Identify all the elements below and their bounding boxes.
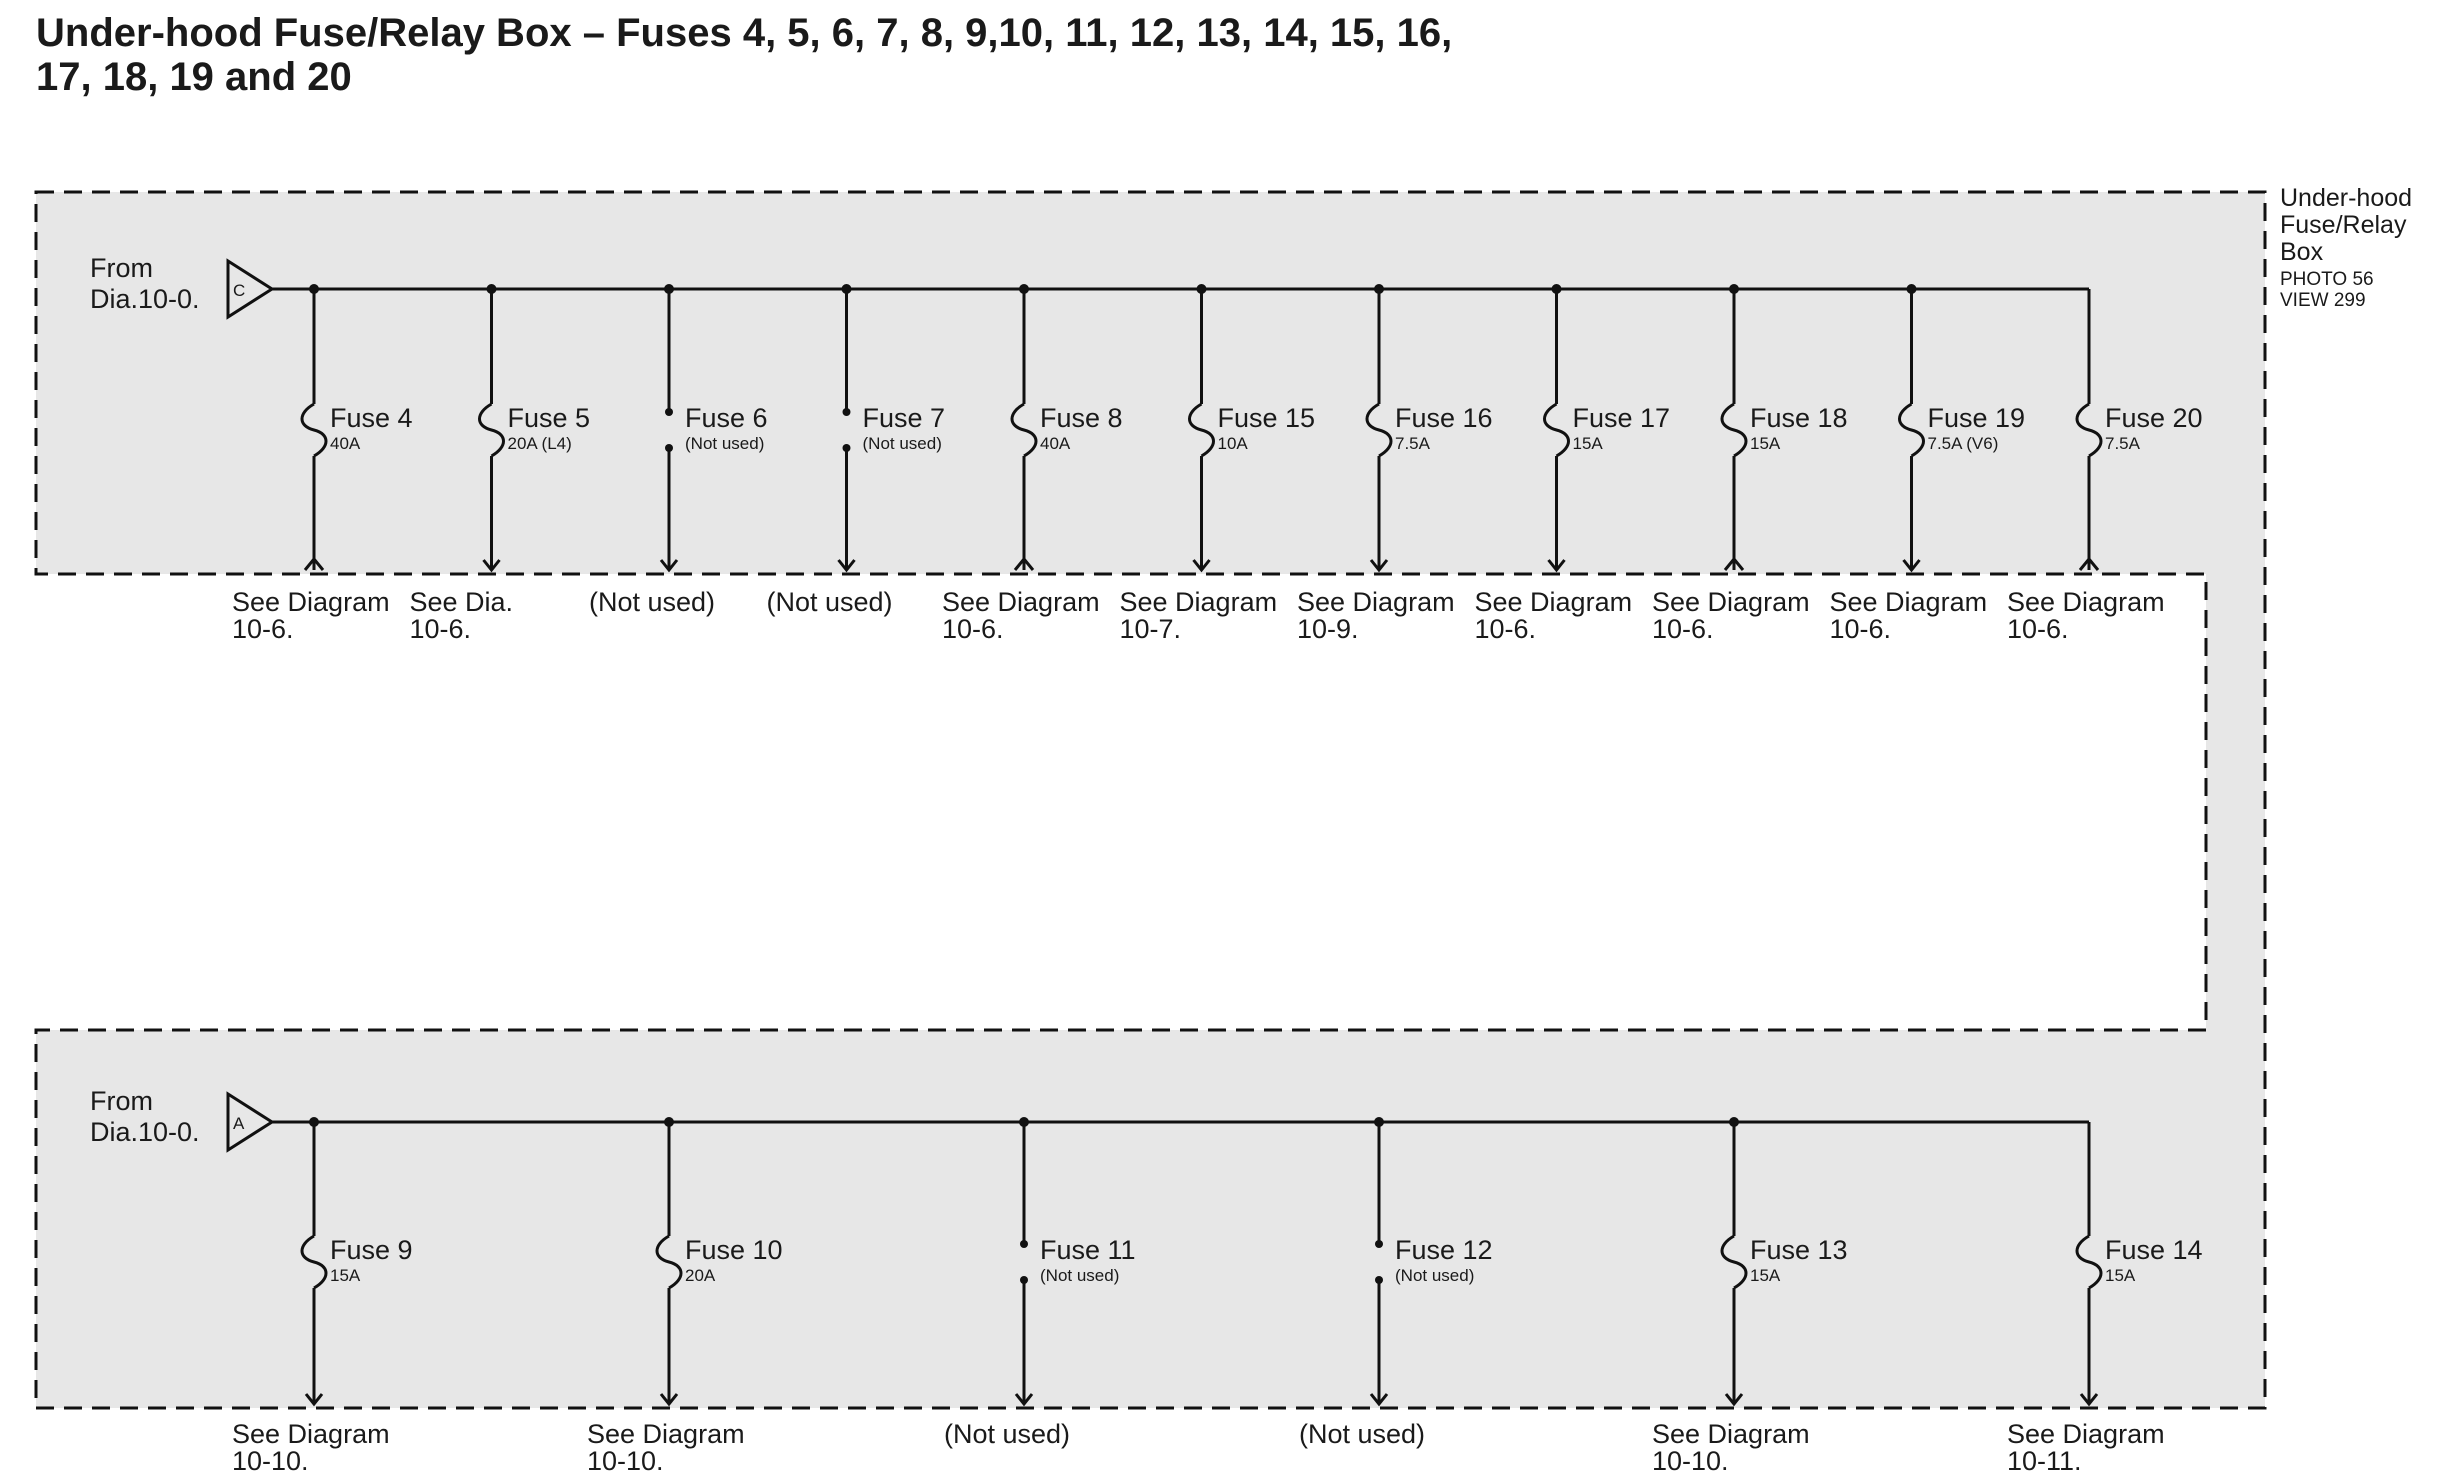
fuse-name: Fuse 6 xyxy=(685,403,768,433)
fuse-rating: (Not used) xyxy=(685,434,765,453)
fuse-name: Fuse 13 xyxy=(1750,1235,1848,1265)
destination-label: See Diagram xyxy=(1119,587,1278,617)
page-title-line-1: Under-hood Fuse/Relay Box – Fuses 4, 5, 6, 7, 8, 9,10, 11, 12, 13, 14, 15, 16, xyxy=(36,11,1453,55)
open-terminal xyxy=(665,408,673,416)
component-name-line-3: Box xyxy=(2280,238,2324,266)
fuse-rating: 7.5A xyxy=(2105,434,2140,453)
fuse-rating: 40A xyxy=(1040,434,1071,453)
fuse-name: Fuse 8 xyxy=(1040,403,1123,433)
destination-label: See Diagram xyxy=(587,1419,745,1449)
destination-label: 10-11. xyxy=(2007,1446,2082,1476)
destination-label: (Not used) xyxy=(944,1419,1071,1449)
open-terminal xyxy=(1375,1240,1383,1248)
open-terminal xyxy=(1020,1240,1028,1248)
fuse-rating: 10A xyxy=(1217,434,1248,453)
destination-label: (Not used) xyxy=(1299,1419,1426,1449)
destination-label: See Diagram xyxy=(1297,587,1455,617)
fuse-name: Fuse 5 xyxy=(507,403,591,433)
fuse-name: Fuse 4 xyxy=(330,403,413,433)
fuse-rating: 15A xyxy=(1750,434,1781,453)
destination-label: 10-6. xyxy=(232,614,294,644)
page-title-line-2: 17, 18, 19 and 20 xyxy=(36,55,352,99)
destination-label: 10-10. xyxy=(232,1446,309,1476)
component-view-ref: VIEW 299 xyxy=(2280,290,2366,311)
source-label: Dia.10-0. xyxy=(90,284,200,314)
destination-label: See Diagram xyxy=(2007,1419,2165,1449)
source-label: From xyxy=(90,253,153,283)
source-label: From xyxy=(90,1086,153,1116)
destination-label: 10-6. xyxy=(1829,614,1892,644)
open-terminal xyxy=(843,408,851,416)
destination-label: 10-6. xyxy=(942,614,1004,644)
destination-label: 10-6. xyxy=(1474,614,1537,644)
destination-label: See Diagram xyxy=(2007,587,2165,617)
destination-label: 10-10. xyxy=(1652,1446,1729,1476)
fuse-rating: 20A xyxy=(685,1266,716,1285)
destination-label: See Diagram xyxy=(1829,587,1988,617)
connector-letter: A xyxy=(233,1114,245,1133)
fuse-name: Fuse 19 xyxy=(1927,403,2026,433)
destination-label: 10-6. xyxy=(1652,614,1714,644)
source-label: Dia.10-0. xyxy=(90,1117,200,1147)
component-name-line-1: Under-hood xyxy=(2280,184,2413,212)
fuse-rating: 15A xyxy=(330,1266,361,1285)
destination-label: See Diagram xyxy=(1652,1419,1810,1449)
fuse-name: Fuse 17 xyxy=(1572,403,1671,433)
fuse-name: Fuse 11 xyxy=(1040,1235,1136,1265)
fuse-rating: 15A xyxy=(2105,1266,2136,1285)
destination-label: See Diagram xyxy=(1652,587,1810,617)
fuse-relay-box-outline xyxy=(36,192,2265,1408)
fuse-rating: 15A xyxy=(1572,434,1603,453)
destination-label: See Diagram xyxy=(232,587,390,617)
destination-label: See Diagram xyxy=(232,1419,390,1449)
fuse-rating: 7.5A xyxy=(1395,434,1430,453)
destination-label: See Diagram xyxy=(942,587,1100,617)
destination-label: (Not used) xyxy=(766,587,893,617)
fuse-rating: (Not used) xyxy=(1395,1266,1475,1285)
fuse-name: Fuse 15 xyxy=(1217,403,1316,433)
component-photo-ref: PHOTO 56 xyxy=(2280,269,2374,290)
component-name-line-2: Fuse/Relay xyxy=(2280,211,2407,239)
destination-label: 10-7. xyxy=(1119,614,1182,644)
fuse-name: Fuse 9 xyxy=(330,1235,413,1265)
fuse-name: Fuse 16 xyxy=(1395,403,1493,433)
fuse-name: Fuse 14 xyxy=(2105,1235,2203,1265)
fuse-rating: (Not used) xyxy=(862,434,942,453)
fuse-name: Fuse 18 xyxy=(1750,403,1848,433)
fuse-rating: 20A (L4) xyxy=(507,434,572,453)
fuse-name: Fuse 7 xyxy=(862,403,946,433)
destination-label: 10-6. xyxy=(2007,614,2069,644)
destination-label: (Not used) xyxy=(589,587,716,617)
fuse-name: Fuse 20 xyxy=(2105,403,2203,433)
destination-label: 10-9. xyxy=(1297,614,1359,644)
destination-label: 10-6. xyxy=(409,614,472,644)
fuse-name: Fuse 10 xyxy=(685,1235,783,1265)
destination-label: 10-10. xyxy=(587,1446,664,1476)
destination-label: See Diagram xyxy=(1474,587,1633,617)
connector-letter: C xyxy=(233,281,246,300)
fuse-rating: 40A xyxy=(330,434,361,453)
destination-label: See Dia. xyxy=(409,587,514,617)
fuse-rating: 15A xyxy=(1750,1266,1781,1285)
fuse-rating: 7.5A (V6) xyxy=(1927,434,1999,453)
fuse-name: Fuse 12 xyxy=(1395,1235,1493,1265)
fuse-rating: (Not used) xyxy=(1040,1266,1120,1285)
